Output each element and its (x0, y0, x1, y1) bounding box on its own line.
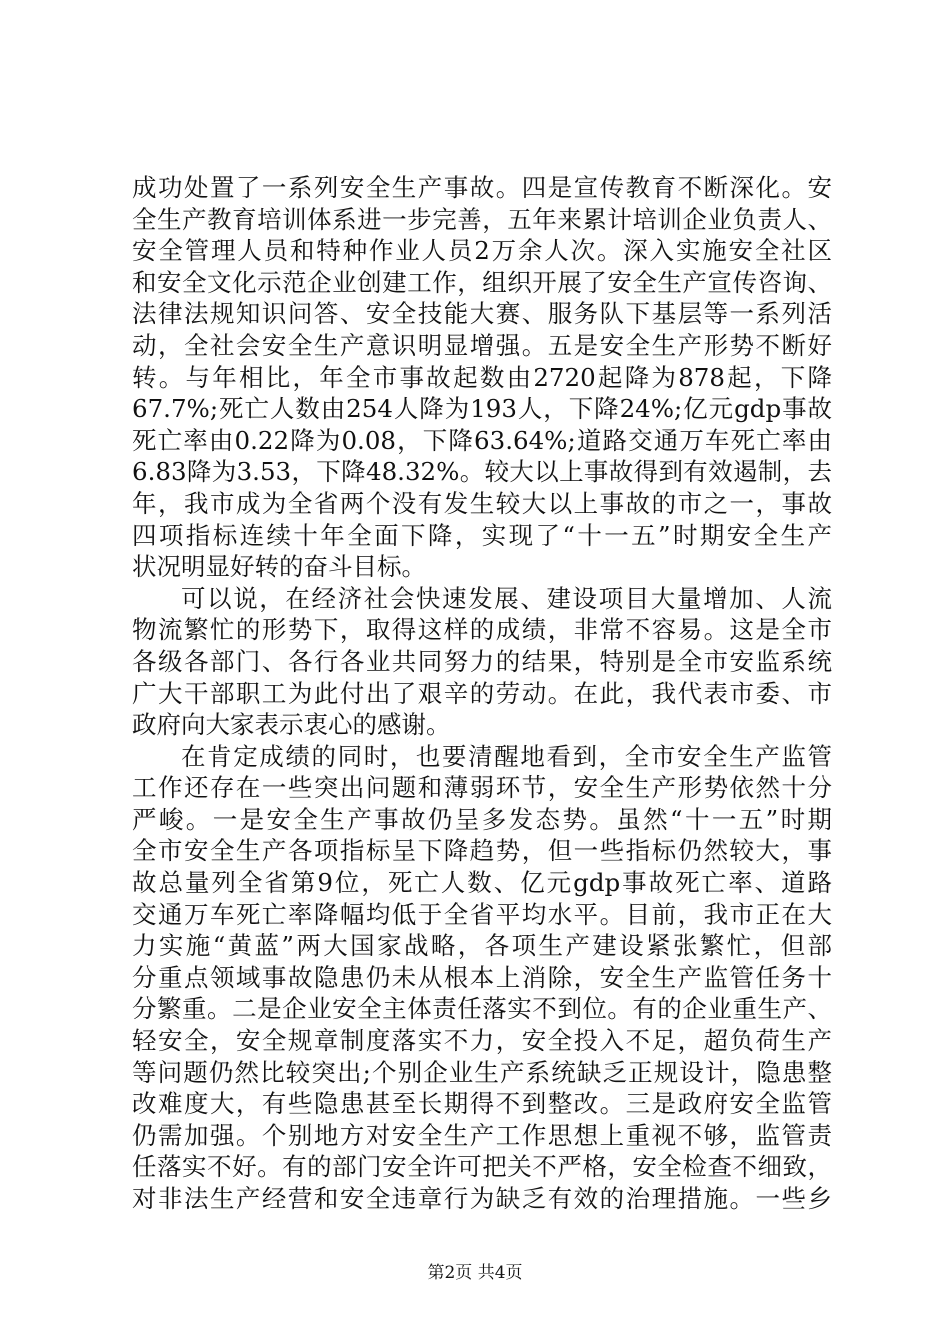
body-text (132, 172, 832, 1215)
text-line: 法律法规知识问答、安全技能大赛、服务队下基层等一系列活 (132, 299, 832, 329)
text-line: 故总量列全省第9位，死亡人数、亿元gdp事故死亡率、道路 (132, 868, 832, 898)
text-line: 仍需加强。个别地方对安全生产工作思想上重视不够，监管责 (132, 1120, 832, 1150)
page-footer (0, 1262, 950, 1284)
text-line: 全生产教育培训体系进一步完善，五年来累计培训企业负责人、 (132, 204, 832, 234)
text-line: 转。与年相比，年全市事故起数由2720起降为878起，下降 (132, 362, 832, 392)
text-line: 全市安全生产各项指标呈下降趋势，但一些指标仍然较大，事 (132, 836, 832, 866)
text-line: 广大干部职工为此付出了艰辛的劳动。在此，我代表市委、市 (132, 678, 832, 708)
text-line: 对非法生产经营和安全违章行为缺乏有效的治理措施。一些乡 (132, 1184, 832, 1213)
paragraph-start-line: 在肯定成绩的同时，也要清醒地看到，全市安全生产监管 (181, 741, 832, 771)
text-line: 任落实不好。有的部门安全许可把关不严格，安全检查不细致， (132, 1152, 832, 1182)
text-line: 67.7%;死亡人数由254人降为193人，下降24%;亿元gdp事故 (132, 394, 832, 424)
text-line: 分繁重。二是企业安全主体责任落实不到位。有的企业重生产、 (132, 994, 832, 1024)
text-line: 死亡率由0.22降为0.08，下降63.64%;道路交通万车死亡率由 (132, 425, 832, 455)
page-number-label: 第2页 共4页 (427, 1263, 523, 1283)
text-line: 交通万车死亡率降幅均低于全省平均水平。目前，我市正在大 (132, 899, 832, 929)
paragraph-start-line: 可以说，在经济社会快速发展、建设项目大量增加、人流 (181, 583, 832, 613)
text-line: 轻安全，安全规章制度落实不力，安全投入不足，超负荷生产 (132, 1026, 832, 1056)
text-line: 状况明显好转的奋斗目标。 (132, 552, 426, 582)
text-line: 力实施“黄蓝”两大国家战略，各项生产建设紧张繁忙，但部 (132, 931, 832, 961)
text-line: 物流繁忙的形势下，取得这样的成绩，非常不容易。这是全市 (132, 615, 832, 645)
text-line: 等问题仍然比较突出;个别企业生产系统缺乏正规设计，隐患整 (132, 1057, 832, 1087)
text-line: 年，我市成为全省两个没有发生较大以上事故的市之一，事故 (132, 488, 832, 518)
text-line: 改难度大，有些隐患甚至长期得不到整改。三是政府安全监管 (132, 1089, 832, 1119)
text-line: 各级各部门、各行各业共同努力的结果，特别是全市安监系统 (132, 646, 832, 676)
text-line: 严峻。一是安全生产事故仍呈多发态势。虽然“十一五”时期 (132, 804, 832, 834)
text-line: 安全管理人员和特种作业人员2万余人次。深入实施安全社区 (132, 236, 832, 266)
text-line: 四项指标连续十年全面下降，实现了“十一五”时期安全生产 (132, 520, 832, 550)
text-line: 政府向大家表示衷心的感谢。 (132, 710, 451, 740)
text-line: 工作还存在一些突出问题和薄弱环节，安全生产形势依然十分 (132, 773, 832, 803)
text-line: 和安全文化示范企业创建工作，组织开展了安全生产宣传咨询、 (132, 267, 832, 297)
text-line: 动，全社会安全生产意识明显增强。五是安全生产形势不断好 (132, 330, 832, 360)
text-line: 6.83降为3.53，下降48.32%。较大以上事故得到有效遏制，去 (132, 457, 832, 487)
text-line: 成功处置了一系列安全生产事故。四是宣传教育不断深化。安 (132, 173, 832, 202)
text-line: 分重点领域事故隐患仍未从根本上消除，安全生产监管任务十 (132, 962, 832, 992)
